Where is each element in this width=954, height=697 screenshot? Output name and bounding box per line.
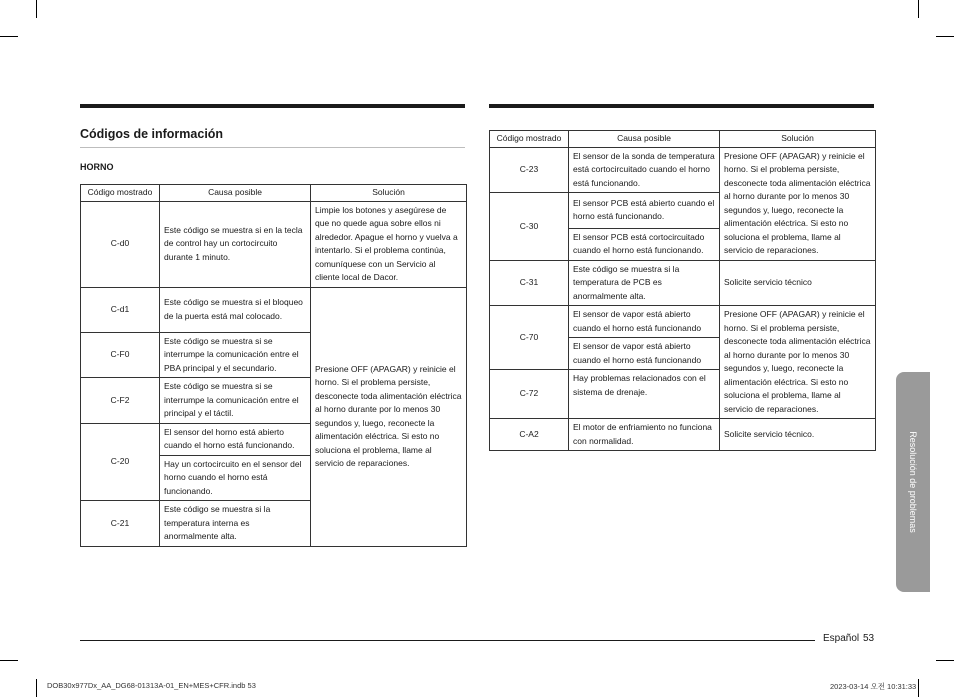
code-cell: C-F2 [81,378,160,424]
cause-cell: El sensor de vapor está abierto cuando el horno está funcionando [569,338,720,370]
solution-cell: Presione OFF (APAGAR) y reinicie el horno. Si el problema persiste, desconecte toda alimentación eléctrica al horno durante por lo menos 30 segundos y, luego, reconecte la alimentación eléctrica. Si esto no soluciona el problema, llame al servicio de reparaciones. [720,306,876,419]
table-row [81,201,467,287]
header-solution: Solución [720,131,876,148]
cause-cell: El sensor del horno está abierto cuando el horno está funcionando. [160,423,311,455]
table-row [490,306,876,338]
cause-cell: El sensor de vapor está abierto cuando el horno está funcionando [569,306,720,338]
footer-rule [80,640,815,641]
header-code: Código mostrado [490,131,569,148]
solution-cell: Solicite servicio técnico. [720,419,876,451]
cause-cell: Hay problemas relacionados con el sistema de drenaje. [569,370,720,419]
solution-cell: Presione OFF (APAGAR) y reinicie el horno. Si el problema persiste, desconecte toda alimentación eléctrica al horno durante por lo menos 30 segundos y, luego, reconecte la alimentación eléctrica. Si esto no soluciona el problema, llame al servicio de reparaciones. [311,287,467,546]
table-row [490,260,876,306]
code-cell: C-31 [490,260,569,306]
crop-mark [36,0,37,18]
cause-cell: El motor de enfriamiento no funciona con normalidad. [569,419,720,451]
crop-mark [0,36,18,37]
crop-mark [918,0,919,18]
crop-mark [936,36,954,37]
code-cell: C-23 [490,147,569,193]
info-codes-table-right [489,130,876,451]
code-cell: C-F0 [81,332,160,378]
cause-cell: Este código se muestra si se interrumpe la comunicación entre el PBA principal y el secundario. [160,332,311,378]
crop-mark [936,660,954,661]
page-number: 53 [863,633,875,644]
code-cell: C-21 [81,501,160,547]
solution-cell: Presione OFF (APAGAR) y reinicie el horno. Si el problema persiste, desconecte toda alimentación eléctrica al horno durante por lo menos 30 segundos y, luego, reconecte la alimentación eléctrica. Si esto no soluciona el problema, llame al servicio de reparaciones. [720,147,876,260]
section-subtitle: HORNO [80,162,114,172]
section-title-underline [80,147,465,148]
code-cell: C-20 [81,423,160,501]
cause-cell: Este código se muestra si la temperatura de PCB es anormalmente alta. [569,260,720,306]
cause-cell: Hay un cortocircuito en el sensor del horno cuando el horno está funcionando. [160,455,311,501]
header-cause: Causa posible [160,185,311,202]
crop-mark [36,679,37,697]
cause-cell: El sensor PCB está abierto cuando el horno está funcionando. [569,193,720,229]
table-row [81,287,467,332]
print-slug-timestamp: 2023-03-14 오전 10:31:33 [830,682,917,691]
header-rule-left [80,104,465,108]
header-cause: Causa posible [569,131,720,148]
code-cell: C-72 [490,370,569,419]
crop-mark [0,660,18,661]
cause-cell: Este código se muestra si la temperatura interna es anormalmente alta. [160,501,311,547]
header-code: Código mostrado [81,185,160,202]
code-cell: C-d0 [81,201,160,287]
info-codes-table-left [80,184,467,547]
code-cell: C-d1 [81,287,160,332]
cause-cell: El sensor PCB está cortocircuitado cuando el horno está funcionando. [569,228,720,260]
footer-language: Español [823,633,860,644]
section-title: Códigos de información [80,127,224,141]
code-cell: C-A2 [490,419,569,451]
cause-cell: Este código se muestra si el bloqueo de la puerta está mal colocado. [160,287,311,332]
chapter-side-tab-label: Resolución de problemas [908,431,918,533]
cause-cell: El sensor de la sonda de temperatura está cortocircuitado cuando el horno está funcionando. [569,147,720,193]
table-row [490,419,876,451]
header-solution: Solución [311,185,467,202]
chapter-side-tab [896,372,930,592]
table-row [490,147,876,193]
crop-mark [918,679,919,697]
print-slug-file: DOB30x977Dx_AA_DG68-01313A-01_EN+MES+CFR.indb 53 [47,681,256,690]
table-header-row [81,185,467,202]
table-header-row [490,131,876,148]
header-rule-right [489,104,874,108]
cause-cell: Este código se muestra si se interrumpe la comunicación entre el principal y el táctil. [160,378,311,424]
solution-cell: Solicite servicio técnico [720,260,876,306]
cause-cell: Este código se muestra si en la tecla de control hay un cortocircuito durante 1 minuto. [160,201,311,287]
code-cell: C-70 [490,306,569,370]
code-cell: C-30 [490,193,569,261]
solution-cell: Limpie los botones y asegúrese de que no quede agua sobre ellos ni alrededor. Apague el horno y vuelva a intentarlo. Si el problema continúa, comuníquese con un Servicio al cliente local de Dacor. [311,201,467,287]
